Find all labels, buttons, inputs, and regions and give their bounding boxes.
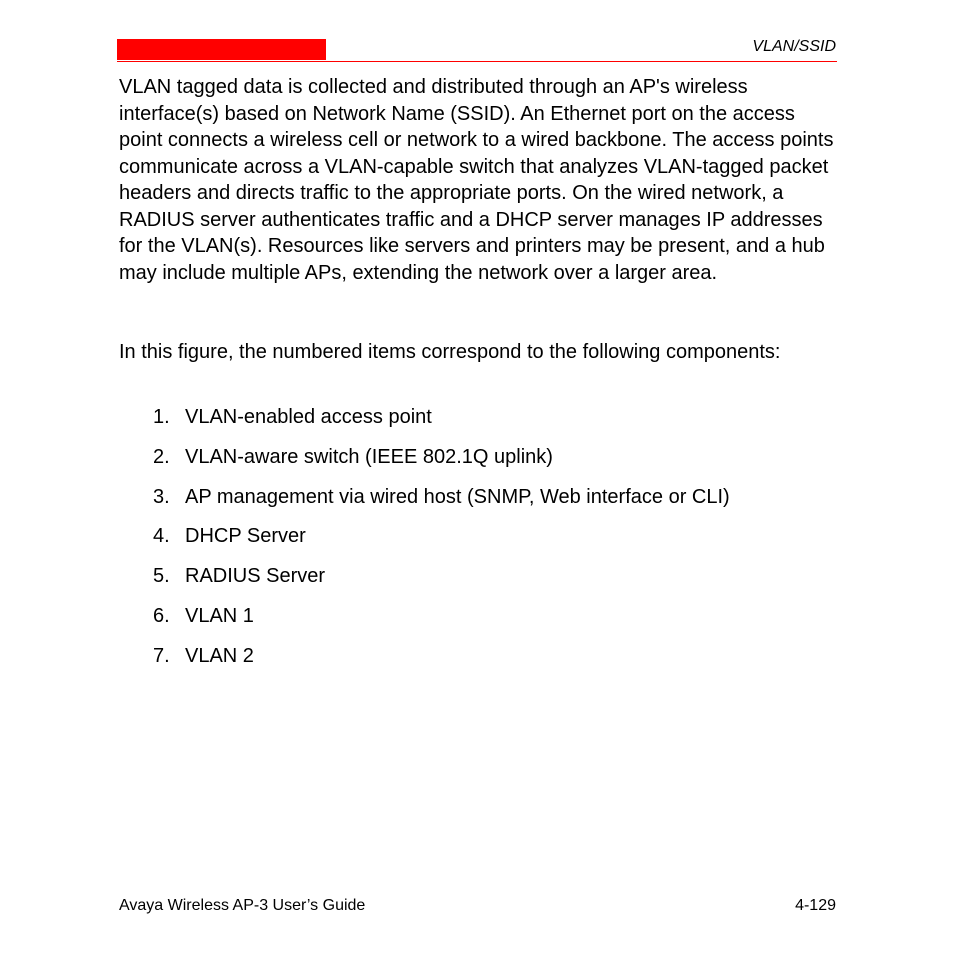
figure-legend-intro: In this figure, the numbered items correspond to the following components: bbox=[119, 341, 781, 363]
list-item bbox=[153, 643, 730, 683]
list-item bbox=[153, 404, 730, 444]
list-item bbox=[153, 523, 730, 563]
list-item-text: VLAN-enabled access point bbox=[185, 406, 432, 428]
list-item-number: 2. bbox=[153, 445, 170, 468]
list-item-text: VLAN 1 bbox=[185, 604, 254, 627]
list-item-text: AP management via wired host (SNMP, Web interface or CLI) bbox=[185, 485, 730, 508]
footer-guide-title: Avaya Wireless AP-3 User’s Guide bbox=[119, 897, 366, 914]
list-item-text: DHCP Server bbox=[185, 525, 306, 548]
list-item-number: 3. bbox=[153, 485, 170, 508]
list-item-text: VLAN 2 bbox=[185, 644, 254, 667]
section-title: VLAN/SSID bbox=[752, 38, 836, 55]
header-rule bbox=[117, 61, 837, 62]
list-item bbox=[153, 603, 730, 643]
header-accent-bar bbox=[117, 39, 326, 60]
list-item-number: 5. bbox=[153, 565, 170, 588]
list-item-text: RADIUS Server bbox=[185, 565, 326, 588]
list-item-number: 1. bbox=[153, 406, 170, 428]
component-list bbox=[153, 404, 730, 683]
list-item-text: VLAN-aware switch (IEEE 802.1Q uplink) bbox=[185, 445, 553, 468]
list-item-number: 7. bbox=[153, 644, 170, 667]
list-item bbox=[153, 484, 730, 524]
list-item-number: 4. bbox=[153, 525, 170, 548]
list-item-number: 6. bbox=[153, 604, 170, 627]
intro-paragraph: VLAN tagged data is collected and distributed through an AP's wireless interface(s) based on Network Name (SSID). An Ethernet port on the access point connects a wireless cell or network to a wired backbone. The access points communicate across a VLAN-capable switch that analyzes VLAN-tagged packet headers and directs traffic to the appropriate ports. On the wired network, a RADIUS server authenticates traffic and a DHCP server manages IP addresses for the VLAN(s). Resources like servers and printers may be present, and a hub may include multiple APs, extending the network over a larger area. bbox=[119, 76, 834, 284]
footer-page-number: 4-129 bbox=[795, 897, 836, 914]
list-item bbox=[153, 444, 730, 484]
list-item bbox=[153, 563, 730, 603]
